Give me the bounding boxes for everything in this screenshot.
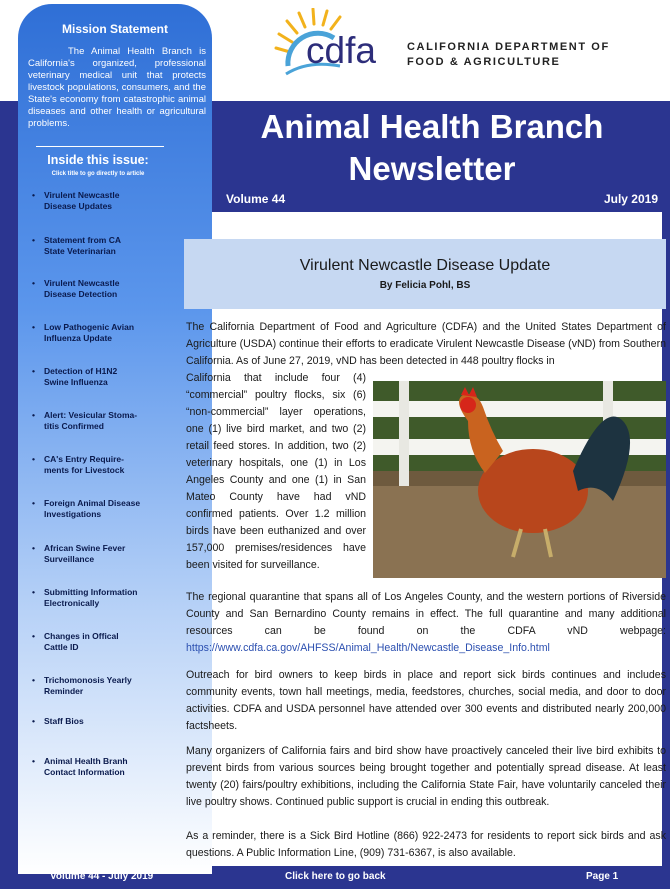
article-paragraph-3: Outreach for bird owners to keep birds in place and report sick birds continues and includes community events, town hall meetings, media, feedstores, churches, social media, and door to door activities. CDFA and USDA personnel have attended over 300 events and distributed nearly 200,000 factsheets.	[186, 669, 666, 732]
toc-item-entry-requirements[interactable]: • CA's Entry Require- ments for Livestock	[32, 454, 125, 475]
rooster-photo	[373, 381, 666, 578]
toc-item-staff-bios[interactable]: • Staff Bios	[32, 716, 84, 726]
article-paragraph-1: The California Department of Food and Agriculture (CDFA) and the United States Department of Agriculture (USDA) continue their efforts to eradicate Virulent Newcastle Disease (vND) from Southern California. As of June 27, 2019, vND has been detected in 448 poultry flocks in	[186, 321, 666, 367]
footer-volume: Volume 44 - July 2019	[50, 871, 154, 882]
article-paragraph-1b: California that include four (4) “commercial” poultry flocks, six (6) “non-commercial” layer operations, one (1) live bird market, and two (2) retail feed stores. In addition, two (2) veterinary hospitals, one (1) in Los Angeles County and one (1) in San Mateo County have had vND confirmed patients. Over 1.2 million birds have been euthanized and over 157,000 premises/residences have been visited for surveillance.	[186, 372, 366, 571]
mission-title: Mission Statement	[61, 22, 169, 36]
article-title: Virulent Newcastle Disease Update	[299, 257, 551, 274]
toc-item-fad[interactable]: • Foreign Animal Disease Investigations	[32, 498, 141, 519]
toc-item-vnd-updates[interactable]: • Virulent Newcastle Disease Updates	[32, 190, 120, 211]
article-header-box	[184, 239, 666, 309]
toc-item-lpai[interactable]: • Low Pathogenic Avian Influenza Update	[32, 322, 135, 343]
toc-item-h1n2[interactable]: • Detection of H1N2 Swine Influenza	[32, 366, 118, 387]
article-paragraph-5: As a reminder, there is a Sick Bird Hotline (866) 922-2473 for residents to report sick birds and ask questions. A Public Information Line, (909) 731-6367, is also available.	[186, 830, 666, 859]
inside-issue-subtitle: Click title to go directly to article	[51, 171, 145, 177]
frame-left	[0, 101, 18, 874]
toc-item-submitting[interactable]: • Submitting Information Electronically	[32, 587, 138, 608]
article-paragraph-2: The regional quarantine that spans all of Los Angeles County, and the western portions of Riverside County and San Bernardino County remains in effect. The full quarantine and many additional resources can be found on the CDFA vND webpage: https://www.cdfa.ca.gov/AHFSS/Animal_Health/Newcastle_Disease_Info.html	[186, 591, 666, 654]
vnd-webpage-link[interactable]: https://www.cdfa.ca.gov/AHFSS/Animal_Health/Newcastle_Disease_Info.html	[186, 642, 550, 654]
toc-item-contact[interactable]: • Animal Health Branh Contact Information	[32, 756, 128, 777]
toc-item-asf[interactable]: • African Swine Fever Surveillance	[32, 543, 126, 564]
go-back-link[interactable]: Click here to go back	[285, 871, 386, 882]
volume-label: Volume 44	[226, 192, 286, 206]
sidebar	[18, 4, 212, 874]
sidebar-divider	[36, 146, 164, 147]
toc-item-vesicular[interactable]: • Alert: Vesicular Stoma- titis Confirmed	[32, 410, 138, 431]
mission-text: The Animal Health Branch is California's organized, professional veterinary medical unit that protects livestock populations, consumers, and the State's economy from catastrophic animal diseases and other health or agricultural problems.	[28, 46, 206, 129]
cdfa-wordmark: cdfa	[306, 30, 376, 71]
article-paragraph-4: Many organizers of California fairs and bird show have proactively canceled their live bird exhibits to prevent birds from various sources being brought together and potentially spread disease. At least twenty (20) fairs/poultry exhibitions, including the California State Fair, have voluntarily canceled their live poultry shows. Continued public support is crucial in ending this outbreak.	[186, 745, 666, 808]
page-number: Page 1	[586, 871, 619, 882]
newsletter-title: Animal Health Branch Newsletter	[260, 108, 604, 187]
toc-item-state-vet[interactable]: • Statement from CA State Veterinarian	[32, 235, 121, 256]
toc-item-cattle-id[interactable]: • Changes in Offical Cattle ID	[32, 631, 119, 652]
toc-item-trichomonosis[interactable]: • Trichomonosis Yearly Reminder	[32, 675, 132, 696]
department-name: CALIFORNIA DEPARTMENT OF FOOD & AGRICULTURE	[407, 41, 610, 68]
toc-item-vnd-detection[interactable]: • Virulent Newcastle Disease Detection	[32, 278, 120, 299]
issue-date: July 2019	[603, 192, 658, 206]
inside-issue-title: Inside this issue:	[47, 153, 149, 167]
article-byline: By Felicia Pohl, BS	[379, 280, 471, 291]
